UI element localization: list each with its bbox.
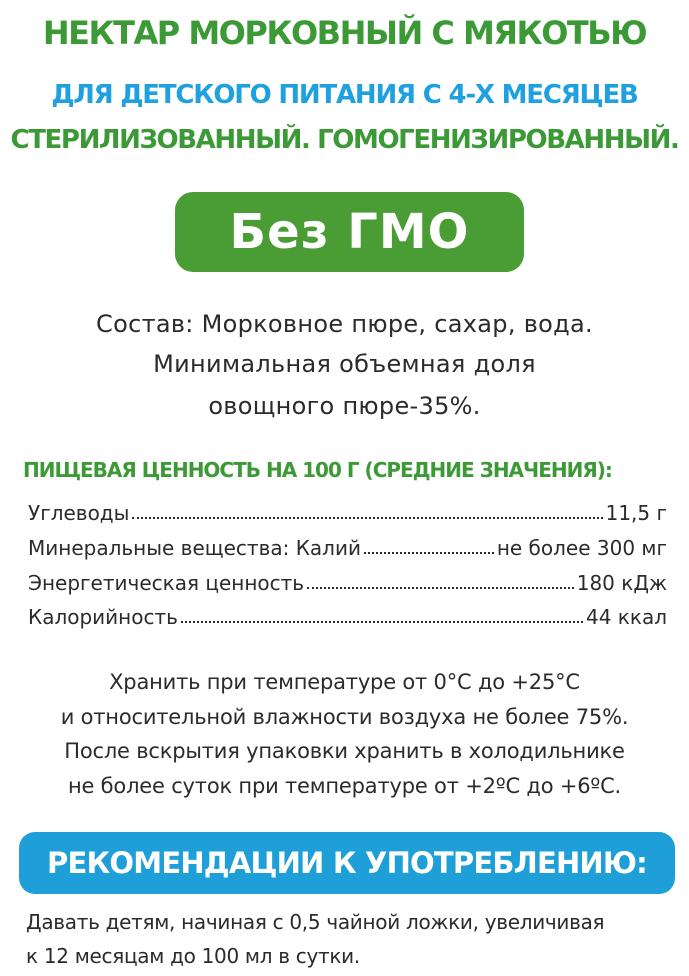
nutrition-value: 180 кДж: [576, 571, 667, 595]
nutrition-row: [28, 565, 667, 595]
product-title: НЕКТАР МОРКОВНЫЙ С МЯКОТЬЮ: [42, 14, 647, 52]
nutrition-row: [28, 599, 667, 629]
dot-leader: [364, 551, 494, 554]
nutrition-value: 44 ккал: [585, 605, 667, 629]
nutrition-title: ПИЩЕВАЯ ЦЕННОСТЬ НА 100 Г (СРЕДНИЕ ЗНАЧЕНИЯ):: [23, 458, 612, 482]
nutrition-value: не более 300 мг: [496, 536, 667, 560]
composition-line: Состав: Морковное пюре, сахар, вода.: [96, 310, 593, 338]
recommendation-line: Давать детям, начиная с 0,5 чайной ложки, увеличивая: [26, 910, 605, 934]
recommendations-title: РЕКОМЕНДАЦИИ К УПОТРЕБЛЕНИЮ:: [47, 846, 647, 880]
no-gmo-label: Без ГМО: [229, 204, 470, 260]
nutrition-value: 11,5 г: [605, 501, 667, 525]
nutrition-label: Углеводы: [28, 501, 130, 525]
recommendations-banner: [19, 832, 675, 894]
dot-leader: [181, 620, 583, 623]
no-gmo-badge: [175, 192, 524, 272]
storage-line: не более суток при температуре от +2ºС до +6ºС.: [67, 774, 622, 798]
storage-line: и относительной влажности воздуха не более 75%.: [60, 705, 629, 729]
storage-line: Хранить при температуре от 0°С до +25°С: [109, 670, 580, 694]
storage-line: После вскрытия упаковки хранить в холодильнике: [64, 739, 625, 763]
processing-note: СТЕРИЛИЗОВАННЫЙ. ГОМОГЕНИЗИРОВАННЫЙ.: [10, 125, 679, 155]
composition-line: Минимальная объемная доля: [153, 350, 536, 378]
nutrition-row: [28, 495, 667, 525]
nutrition-row: [28, 530, 667, 560]
composition-line: овощного пюре-35%.: [208, 392, 481, 420]
recommendation-line: к 12 месяцам до 100 мл в сутки.: [26, 944, 360, 968]
nutrition-label: Минеральные вещества: Калий: [28, 536, 361, 560]
dot-leader: [132, 516, 602, 519]
dot-leader: [307, 586, 574, 589]
product-subtitle: ДЛЯ ДЕТСКОГО ПИТАНИЯ С 4-Х МЕСЯЦЕВ: [51, 80, 638, 110]
nutrition-label: Энергетическая ценность: [28, 571, 305, 595]
nutrition-label: Калорийность: [28, 605, 178, 629]
